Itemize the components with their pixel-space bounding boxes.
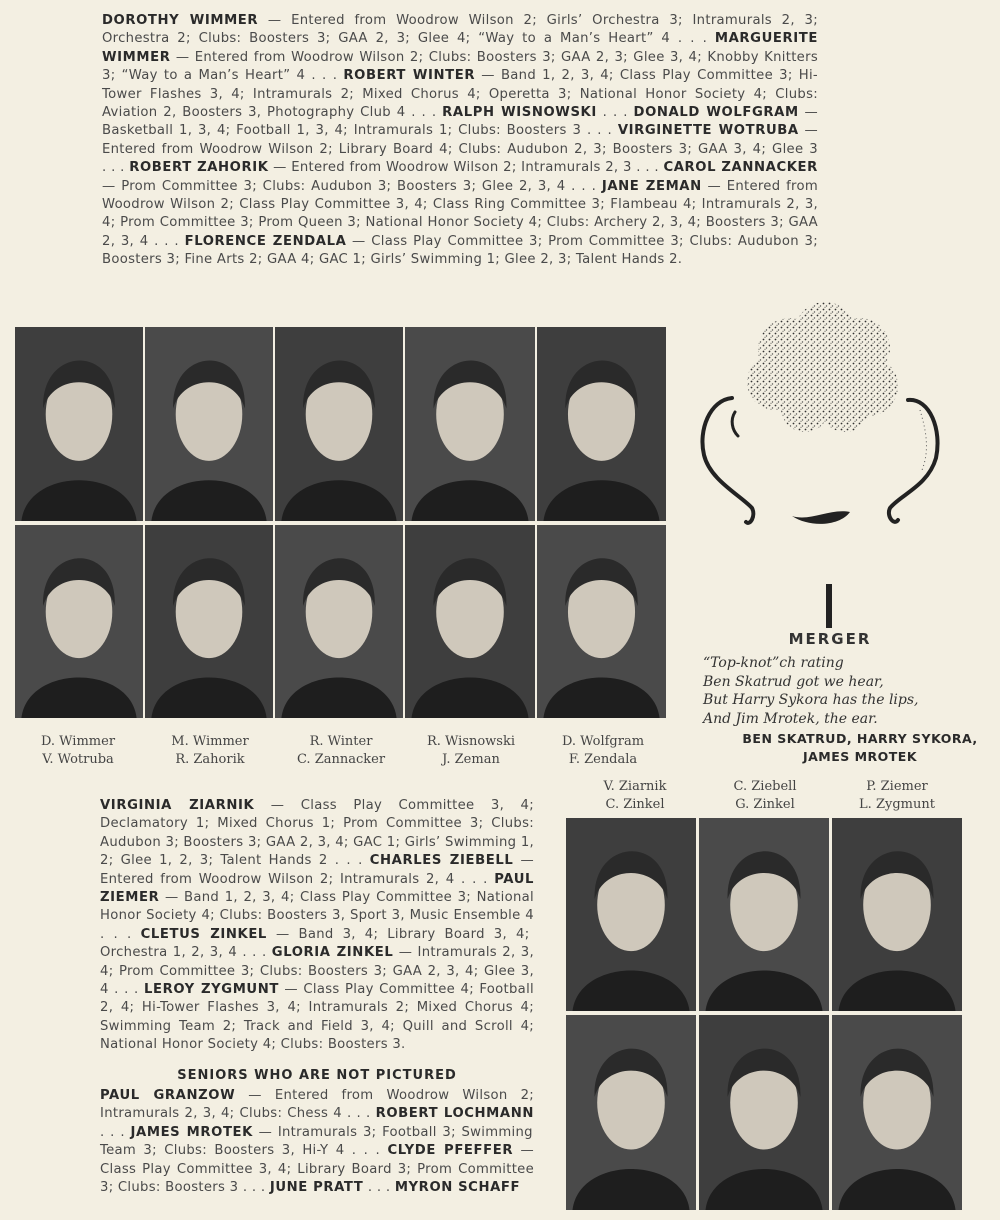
merger-title: MERGER bbox=[788, 630, 872, 648]
portrait-silhouette bbox=[537, 525, 666, 718]
portrait-silhouette bbox=[275, 525, 403, 718]
student-activities: Intramurals 3; Football 3; Swimming Team 3; Clubs: Boosters 3, Hi-Y 4 bbox=[100, 1124, 533, 1159]
portrait-silhouette bbox=[537, 327, 666, 521]
entry-separator: . . . bbox=[108, 982, 144, 998]
student-activities: Entered from Woodrow Wilson 2; Library Board 4; Clubs: Audubon 2, 3; Boosters 3; GAA 3, 4; Glee 3 bbox=[102, 141, 818, 157]
student-name: GLORIA ZINKEL bbox=[271, 945, 394, 961]
merger-poem bbox=[703, 654, 993, 728]
portrait-silhouette bbox=[15, 327, 143, 521]
caption-line: J. Zeman bbox=[442, 752, 500, 767]
caption-line: L. Zygmunt bbox=[859, 797, 935, 812]
caption-line: P. Ziemer bbox=[866, 779, 928, 794]
student-name: LEROY ZYGMUNT bbox=[143, 982, 279, 998]
caption-line: D. Wimmer bbox=[40, 734, 116, 749]
student-activities: Entered from Woodrow Wilson 2; Girls’ Orchestra 3; Intramurals 2, 3; Orchestra 2; Clubs: Boosters 3; GAA 2, 3; Glee 4; “Way to a Man’s Heart” 4 bbox=[102, 13, 818, 47]
portrait-r-zahorik bbox=[145, 525, 273, 718]
student-activities: Band 1, 2, 3, 4; Class Play Committee 3; National Honor Society 4; Clubs: Boosters 3, Sport 3, Music Ensemble 4 bbox=[100, 890, 534, 924]
student-activities: Entered from Woodrow Wilson 2; Intramurals 2, 4 bbox=[100, 871, 455, 887]
student-activities: Class Play Committee 3, 4; Declamatory 1; Mixed Chorus 1; Prom Committee 3; Clubs: Audubon 3; Boosters 3; GAA 2, 3, 4; GAC 1; Girls’ Swimming 1, 2; Glee 1, 2, 3; Talent Hands 2 bbox=[100, 798, 535, 869]
poem-line: But Harry Sykora has the lips, bbox=[703, 692, 919, 708]
photo-caption bbox=[18, 733, 138, 769]
entry-separator: . . . bbox=[363, 1180, 395, 1196]
merger-names-line: JAMES MROTEK bbox=[802, 749, 918, 764]
portrait-c-ziebell bbox=[699, 818, 829, 1011]
biography-paragraph-unpictured: PAUL GRANZOW — Entered from Woodrow Wilson 2; Intramurals 2, 3, 4; Clubs: Chess 4 . . . ROBERT LOCHMANN . . . JAMES MROTEK — Intramurals 3; Football 3; Swimming Team 3; Clubs: Boosters 3, Hi-Y 4 . . . CLYDE PFEFFER — Class Play Committee 3, 4; Library Board 3; Prom Committee 3; Clubs: Boosters 3 . . . JUNE PRATT . . . MYRON SCHAFF bbox=[100, 1088, 534, 1196]
caption-line: R. Wisnowski bbox=[426, 734, 516, 749]
entry-separator: . . . bbox=[148, 233, 185, 249]
student-name: CLETUS ZINKEL bbox=[140, 926, 267, 942]
student-name: RALPH WISNOWSKI bbox=[442, 105, 597, 121]
left-ear-inner bbox=[732, 412, 738, 436]
topknot-cartoon bbox=[690, 290, 950, 540]
student-name: DOROTHY WIMMER bbox=[102, 13, 259, 28]
entry-separator: . . . bbox=[344, 1143, 388, 1159]
photo-caption bbox=[150, 733, 270, 769]
biography-paragraph-top: DOROTHY WIMMER — Entered from Woodrow Wilson 2; Girls’ Orchestra 3; Intramurals 2, 3; Orchestra 2; Clubs: Boosters 3; GAA 2, 3; Glee 4; “Way to a Man’s Heart” 4 . . . MARGUERITE WIMMER — Entered from Woodrow Wilson 2; Clubs: Boosters 3; GAA 2, 3; Glee 3, 4; Knobby Knitters 3; “Way to a Man’s Heart” 4 . . . ROBERT WINTER — Band 1, 2, 3, 4; Class Play Committee 3; Hi-Tower Flashes 3, 4; Intramurals 2; Mixed Chorus 4; Operetta 3; National Honor Society 4; Clubs: Aviation 2, Boosters 3, Photography Club 4 . . . RALPH WISNOWSKI . . . DONALD WOLFGRAM — Basketball 1, 3, 4; Football 1, 3, 4; Intramurals 1; Clubs: Boosters 3 . . . VIRGINETTE WOTRUBA — Entered from Woodrow Wilson 2; Library Board 4; Clubs: Audubon 2, 3; Boosters 3; GAA 3, 4; Glee 3 . . . ROBERT ZAHORIK — Entered from Woodrow Wilson 2; Intramurals 2, 3 . . . CAROL ZANNACKER — Prom Committee 3; Clubs: Audubon 3; Boosters 3; Glee 2, 3, 4 . . . JANE ZEMAN — Entered from Woodrow Wilson 2; Class Play Committee 3, 4; Class Ring Committee 3; Flambeau 4; Intramurals 2, 3, 4; Prom Committee 3; Prom Queen 3; National Honor Society 4; Clubs: Archery 2, 3, 4; Boosters 3; GAA 2, 3, 4 . . . FLORENCE ZENDALA — Class Play Committee 3; Prom Committee 3; Clubs: Audubon 3; Boosters 3; Fine Arts 2; GAA 4; GAC 1; Girls’ Swimming 1; Glee 2, 3; Talent Hands 2. bbox=[102, 13, 818, 268]
student-name: ROBERT LOCHMANN bbox=[375, 1106, 534, 1122]
student-name: CAROL ZANNACKER bbox=[663, 160, 818, 176]
portrait-d-wimmer bbox=[15, 327, 143, 521]
entry-separator: . . . bbox=[237, 945, 272, 961]
portrait-r-wisnowski bbox=[405, 327, 535, 521]
entry-separator: . . . bbox=[565, 178, 602, 194]
student-activities: Prom Committee 3; Clubs: Audubon 3; Boosters 3; Glee 2, 3, 4 bbox=[121, 178, 566, 194]
caption-line: R. Zahorik bbox=[175, 752, 245, 767]
portrait-silhouette bbox=[832, 1015, 962, 1210]
merger-names-line: BEN SKATRUD, HARRY SYKORA, bbox=[742, 731, 978, 746]
portrait-v-ziarnik bbox=[566, 818, 696, 1011]
student-name: PAUL GRANZOW bbox=[100, 1088, 236, 1103]
lips bbox=[792, 511, 850, 524]
caption-line: V. Ziarnik bbox=[603, 779, 667, 794]
caption-line: R. Winter bbox=[309, 734, 373, 749]
portrait-silhouette bbox=[405, 525, 535, 718]
student-activities: Entered from Woodrow Wilson 2; Class Play Committee 3, 4; Class Ring Committee 3; Flambeau 4; Intramurals 2, 3, 4; Prom Committee 3; Prom Queen 3; National Honor Society 4; Clubs: Archery 2, 3, 4; Boosters 3; GAA 2, 3, 4 bbox=[102, 178, 818, 249]
portrait-silhouette bbox=[15, 525, 143, 718]
student-name: ROBERT WINTER bbox=[343, 68, 476, 84]
left-ear bbox=[702, 398, 753, 523]
student-name: VIRGINIA ZIARNIK bbox=[100, 798, 255, 813]
student-name: CLYDE PFEFFER bbox=[387, 1143, 514, 1159]
entry-separator: . . . bbox=[305, 68, 344, 84]
student-activities: Basketball 1, 3, 4; Football 1, 3, 4; Intramurals 1; Clubs: Boosters 3 bbox=[102, 123, 582, 139]
portrait-v-wotruba bbox=[15, 525, 143, 718]
portrait-silhouette bbox=[699, 818, 829, 1011]
portrait-silhouette bbox=[832, 818, 962, 1011]
student-name: PAUL ZIEMER bbox=[100, 871, 534, 906]
portrait-r-winter bbox=[275, 327, 403, 521]
entry-separator: . . . bbox=[100, 1124, 131, 1140]
portrait-g-zinkel bbox=[699, 1015, 829, 1210]
poem-line: Ben Skatrud got we hear, bbox=[703, 673, 884, 690]
student-name: ROBERT ZAHORIK bbox=[129, 160, 269, 176]
portrait-j-zeman bbox=[405, 525, 535, 718]
entry-separator: . . . bbox=[238, 1180, 270, 1196]
portrait-silhouette bbox=[566, 818, 696, 1011]
entry-separator: . . . bbox=[327, 853, 370, 869]
caption-line: C. Zannacker bbox=[296, 752, 386, 767]
portrait-silhouette bbox=[145, 327, 273, 521]
student-name: MARGUERITE WIMMER bbox=[102, 31, 818, 65]
portrait-silhouette bbox=[275, 327, 403, 521]
student-name: JANE ZEMAN bbox=[601, 178, 702, 194]
entry-separator: . . . bbox=[405, 105, 443, 121]
student-activities: Class Play Committee 4; Football 2, 4; Hi-Tower Flashes 3, 4; Intramurals 2; Mixed Chorus 4; Swimming Team 2; Track and Field 3, 4; Quill and Scroll 4; National Honor Society 4; Clubs: Boosters 3. bbox=[100, 982, 534, 1053]
portrait-silhouette bbox=[699, 1015, 829, 1210]
portrait-silhouette bbox=[566, 1015, 696, 1210]
student-name: JUNE PRATT bbox=[269, 1180, 364, 1196]
caption-line: C. Zinkel bbox=[605, 797, 665, 812]
portrait-silhouette bbox=[405, 327, 535, 521]
poem-line: And Jim Mrotek, the ear. bbox=[703, 710, 878, 727]
student-activities: Intramurals 2, 3, 4; Prom Committee 3; Clubs: Boosters 3; GAA 2, 3, 4; Glee 3, 4 bbox=[100, 945, 534, 998]
entry-separator: . . . bbox=[581, 123, 618, 139]
photo-caption bbox=[705, 778, 825, 814]
photo-caption bbox=[837, 778, 957, 814]
student-name: FLORENCE ZENDALA bbox=[184, 233, 347, 249]
hair-topknot bbox=[747, 302, 898, 432]
entry-separator: . . . bbox=[454, 871, 495, 887]
student-activities: Class Play Committee 3, 4; Library Board 3; Prom Committee 3; Clubs: Boosters 3 bbox=[100, 1161, 534, 1196]
photo-caption bbox=[281, 733, 401, 769]
senior-photo-grid-bottom bbox=[566, 818, 962, 1210]
photo-caption bbox=[543, 733, 663, 769]
senior-photo-grid-top bbox=[15, 327, 666, 718]
portrait-f-zendala bbox=[537, 525, 666, 718]
biography-paragraph-middle: VIRGINIA ZIARNIK — Class Play Committee 3, 4; Declamatory 1; Mixed Chorus 1; Prom Committee 3; Clubs: Audubon 3; Boosters 3; GAA 2, 3, 4; GAC 1; Girls’ Swimming 1, 2; Glee 1, 2, 3; Talent Hands 2 . . . CHARLES ZIEBELL — Entered from Woodrow Wilson 2; Intramurals 2, 4 . . . PAUL ZIEMER — Band 1, 2, 3, 4; Class Play Committee 3; National Honor Society 4; Clubs: Boosters 3, Sport 3, Music Ensemble 4 . . . CLETUS ZINKEL — Band 3, 4; Library Board 3, 4; Orchestra 1, 2, 3, 4 . . . GLORIA ZINKEL — Intramurals 2, 3, 4; Prom Committee 3; Clubs: Boosters 3; GAA 2, 3, 4; Glee 3, 4 . . . LEROY ZYGMUNT — Class Play Committee 4; Football 2, 4; Hi-Tower Flashes 3, 4; Intramurals 2; Mixed Chorus 4; Swimming Team 2; Track and Field 3, 4; Quill and Scroll 4; National Honor Society 4; Clubs: Boosters 3. bbox=[100, 798, 535, 1053]
caption-line: V. Wotruba bbox=[42, 752, 114, 767]
photo-caption bbox=[575, 778, 695, 814]
portrait-m-wimmer bbox=[145, 327, 273, 521]
right-ear-fuzz bbox=[920, 410, 926, 470]
entry-separator: . . . bbox=[631, 160, 664, 176]
student-activities: Band 3, 4; Library Board 3, 4; Orchestra 1, 2, 3, 4 bbox=[100, 926, 530, 961]
merger-rule bbox=[826, 584, 832, 628]
student-name: VIRGINETTE WOTRUBA bbox=[617, 123, 799, 139]
caption-line: G. Zinkel bbox=[735, 797, 795, 812]
entry-separator: . . . bbox=[102, 160, 130, 176]
entry-separator: . . . bbox=[596, 105, 634, 121]
right-ear bbox=[889, 400, 938, 522]
entry-separator: . . . bbox=[341, 1106, 376, 1122]
caption-line: F. Zendala bbox=[568, 752, 638, 767]
student-name: JAMES MROTEK bbox=[130, 1124, 253, 1140]
poem-line: “Top-knot”ch rating bbox=[703, 655, 844, 671]
photo-caption bbox=[411, 733, 531, 769]
student-name: MYRON SCHAFF bbox=[394, 1180, 521, 1196]
caption-line: D. Wolfgram bbox=[561, 734, 645, 749]
student-activities: Class Play Committee 3; Prom Committee 3; Clubs: Audubon 3; Boosters 3; Fine Arts 2; GAA 4; GAC 1; Girls’ Swimming 1; Glee 2, 3; Talent Hands 2. bbox=[102, 233, 818, 268]
student-activities: Entered from Woodrow Wilson 2; Intramurals 2, 3 bbox=[291, 160, 632, 176]
student-activities: Entered from Woodrow Wilson 2; Clubs: Boosters 3; GAA 2, 3; Glee 3, 4; Knobby Knitters 3; “Way to a Man’s Heart” 4 bbox=[102, 49, 818, 84]
student-name: CHARLES ZIEBELL bbox=[369, 853, 514, 869]
portrait-l-zygmunt bbox=[832, 1015, 962, 1210]
merger-names bbox=[730, 730, 990, 766]
portrait-c-zannacker bbox=[275, 525, 403, 718]
portrait-d-wolfgram bbox=[537, 327, 666, 521]
unpictured-heading: SENIORS WHO ARE NOT PICTURED bbox=[177, 1068, 457, 1083]
caption-line: M. Wimmer bbox=[171, 734, 249, 749]
entry-separator: . . . bbox=[100, 926, 141, 942]
student-activities: Band 1, 2, 3, 4; Class Play Committee 3; Hi-Tower Flashes 3, 4; Intramurals 2; Mixed Chorus 4; Operetta 3; National Honor Society 4; Clubs: Aviation 2, Boosters 3, Photography Club 4 bbox=[102, 68, 818, 121]
portrait-p-ziemer bbox=[832, 818, 962, 1011]
caption-line: C. Ziebell bbox=[733, 779, 797, 794]
entry-separator: . . . bbox=[670, 31, 715, 47]
student-activities: Entered from Woodrow Wilson 2; Intramurals 2, 3, 4; Clubs: Chess 4 bbox=[100, 1088, 534, 1122]
portrait-c-zinkel bbox=[566, 1015, 696, 1210]
portrait-silhouette bbox=[145, 525, 273, 718]
student-name: DONALD WOLFGRAM bbox=[633, 105, 799, 121]
